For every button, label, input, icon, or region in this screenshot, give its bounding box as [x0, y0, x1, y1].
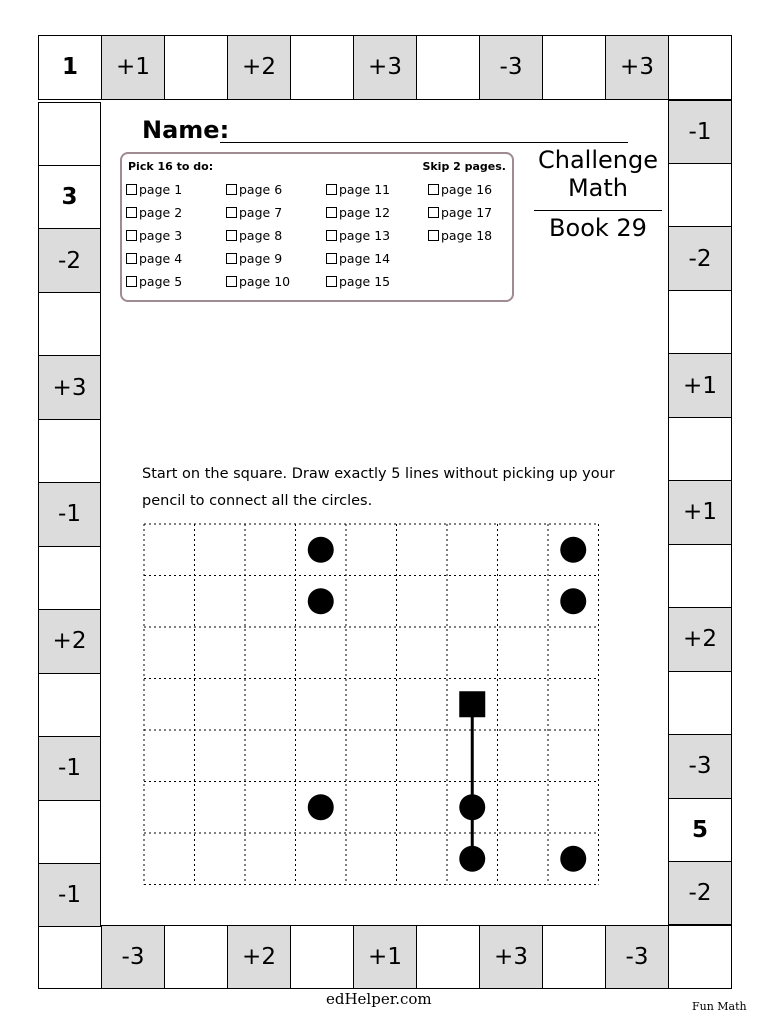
board-right-cell: -3 [668, 734, 732, 798]
board-right-cell: +1 [668, 480, 732, 544]
board-top-cell: +3 [353, 35, 417, 100]
board-bottom-cell [38, 925, 102, 990]
board-right-cell: -1 [668, 100, 732, 164]
board-left-cell [38, 292, 101, 356]
checkbox[interactable] [126, 276, 137, 287]
page-label: page 8 [239, 228, 283, 243]
board-right-cell: -2 [668, 861, 732, 925]
book-number: Book 29 [549, 214, 647, 242]
board-top-cell [164, 35, 228, 100]
checkbox[interactable] [428, 184, 439, 195]
page-checkbox-item[interactable] [226, 228, 282, 243]
name-label [142, 116, 229, 144]
instructions: Start on the square. Draw exactly 5 lines without picking up your pencil to connect all the circles. [142, 466, 615, 509]
board-top-cell [416, 35, 480, 100]
board-left-cell: -2 [38, 228, 101, 292]
puzzle-circle [560, 846, 586, 872]
puzzle-circle [560, 537, 586, 563]
board-bottom-cell: +2 [227, 925, 291, 990]
page-label: page 18 [441, 228, 493, 243]
board-bottom-cell [290, 925, 354, 990]
board-bottom-cell [164, 925, 228, 990]
page-checklist [120, 152, 514, 302]
board-left-cell: 3 [38, 165, 101, 229]
page-checkbox-item[interactable] [326, 274, 390, 289]
page-label: page 16 [441, 182, 493, 197]
checkbox[interactable] [428, 207, 439, 218]
checkbox[interactable] [428, 230, 439, 241]
board-top-cell [542, 35, 606, 100]
title-rule [534, 210, 662, 211]
page-label: page 9 [239, 251, 283, 266]
page-label: page 11 [339, 182, 391, 197]
checkbox[interactable] [126, 230, 137, 241]
checkbox[interactable] [126, 253, 137, 264]
skip-title: Skip 2 pages. [422, 160, 506, 173]
board-left-cell [38, 800, 101, 864]
title-line-2: Math [567, 174, 629, 202]
board-top-cell: +3 [605, 35, 669, 100]
page-checkbox-item[interactable] [326, 228, 390, 243]
checkbox[interactable] [126, 207, 137, 218]
board-left-cell [38, 673, 101, 737]
dot-puzzle-grid[interactable] [140, 520, 600, 890]
board-left-cell: -1 [38, 482, 101, 546]
puzzle-circle [308, 537, 334, 563]
footer-site: edHelper.com [326, 990, 432, 1008]
footer-label: Fun Math [692, 1000, 747, 1013]
page-label: page 1 [139, 182, 183, 197]
board-left-cell [38, 102, 101, 166]
page-checkbox-item[interactable] [326, 251, 390, 266]
page-label: page 17 [441, 205, 493, 220]
page-checkbox-item[interactable] [326, 182, 390, 197]
page-checkbox-item[interactable] [226, 274, 290, 289]
puzzle-circle [308, 588, 334, 614]
page-checkbox-item[interactable] [428, 228, 492, 243]
board-bottom-cell [668, 925, 732, 990]
pick-title: Pick 16 to do: [128, 160, 214, 173]
page-label: page 10 [239, 274, 291, 289]
checkbox[interactable] [326, 184, 337, 195]
page-checkbox-item[interactable] [126, 182, 182, 197]
start-square [459, 691, 485, 717]
checkbox[interactable] [326, 207, 337, 218]
page-checkbox-item[interactable] [326, 205, 390, 220]
board-top-cell: +1 [101, 35, 165, 100]
checkbox[interactable] [226, 276, 237, 287]
board-right-cell [668, 417, 732, 481]
page-checkbox-item[interactable] [126, 274, 182, 289]
checkbox[interactable] [226, 184, 237, 195]
page-checkbox-item[interactable] [126, 228, 182, 243]
board-right-cell [668, 544, 732, 608]
page-label: page 6 [239, 182, 283, 197]
board-top-cell: +2 [227, 35, 291, 100]
name-line[interactable] [220, 142, 628, 143]
checkbox[interactable] [226, 253, 237, 264]
board-bottom-cell: -3 [101, 925, 165, 990]
board-right-cell: -2 [668, 226, 732, 290]
puzzle-circle [459, 846, 485, 872]
board-right-cell: +1 [668, 353, 732, 417]
page-checkbox-item[interactable] [126, 251, 182, 266]
board-left-cell: +3 [38, 355, 101, 419]
page-checkbox-item[interactable] [226, 205, 282, 220]
board-bottom-cell: +1 [353, 925, 417, 990]
page-label: page 2 [139, 205, 183, 220]
board-left-cell [38, 546, 101, 610]
page-label: page 12 [339, 205, 391, 220]
board-bottom-cell [542, 925, 606, 990]
board-left-cell: +2 [38, 609, 101, 673]
title-line-1: Challenge [538, 146, 658, 174]
board-top-cell: -3 [479, 35, 543, 100]
page-checkbox-item[interactable] [126, 205, 182, 220]
page-label: page 14 [339, 251, 391, 266]
board-right-cell: +2 [668, 607, 732, 671]
board-right-cell [668, 671, 732, 735]
page-checkbox-item[interactable] [428, 205, 492, 220]
page-checkbox-item[interactable] [428, 182, 492, 197]
board-right-cell: 5 [668, 798, 732, 862]
page-label: page 7 [239, 205, 283, 220]
page-label: page 3 [139, 228, 183, 243]
checkbox[interactable] [226, 230, 237, 241]
board-bottom-cell: -3 [605, 925, 669, 990]
puzzle-circle [459, 794, 485, 820]
board-top-cell [668, 35, 732, 100]
page-label: page 15 [339, 274, 391, 289]
checkbox[interactable] [326, 253, 337, 264]
puzzle-circle [308, 794, 334, 820]
board-top-cell: 1 [38, 35, 102, 100]
board-right-cell [668, 290, 732, 354]
name-label-text: Name: [142, 116, 230, 144]
page-checkbox-item[interactable] [226, 182, 282, 197]
checkbox[interactable] [226, 207, 237, 218]
page-label: page 4 [139, 251, 183, 266]
board-top-cell [290, 35, 354, 100]
page-label: page 13 [339, 228, 391, 243]
book-title-block [530, 146, 666, 202]
page-checkbox-item[interactable] [226, 251, 282, 266]
checkbox[interactable] [326, 230, 337, 241]
puzzle-circle [560, 588, 586, 614]
board-bottom-cell: +3 [479, 925, 543, 990]
board-left-cell: -1 [38, 736, 101, 800]
board-left-cell: -1 [38, 863, 101, 927]
board-left-cell [38, 419, 101, 483]
checkbox[interactable] [126, 184, 137, 195]
board-right-cell [668, 163, 732, 227]
checkbox[interactable] [326, 276, 337, 287]
board-bottom-cell [416, 925, 480, 990]
page-label: page 5 [139, 274, 183, 289]
